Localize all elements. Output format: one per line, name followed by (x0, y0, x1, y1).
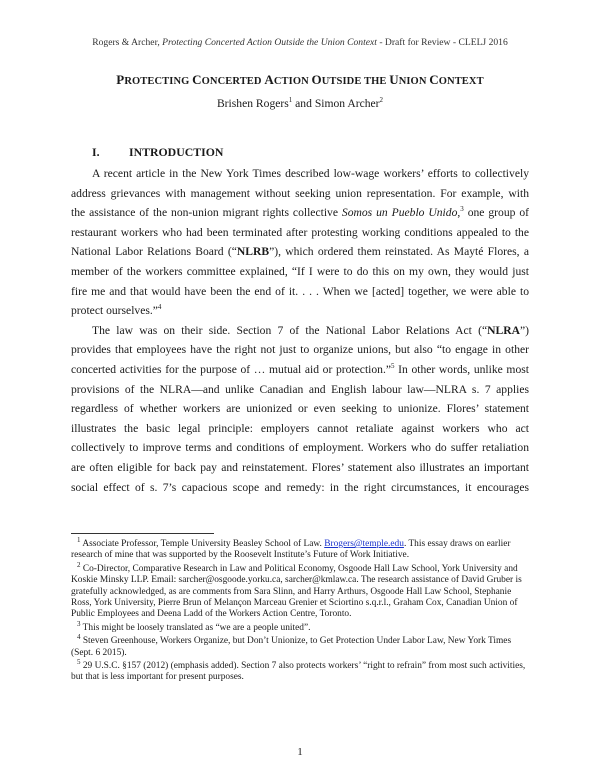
section-number: I. (92, 145, 100, 159)
footnote-2: $^2$ Co-Director, Comparative Research in Law and Political Economy, Osgoode Hall Law School, York University and Koskie Minsky LLP. Email: sarcher@osgoode.yorku.ca, sarcher@kmlaw.ca. The research assistance of David Gruber is gratefully acknowledged, as are comments from Sara Slinn, and Harry Arthurs, Osgoode Hall Law School, Stephanie Ross, York University, Pierre Brun of Melançon Marceau Grenier et Sciortino s.q.r.l., Graham Cox, Canadian Union of Public Employees and Deena Ladd of the Workers Action Centre, Toronto. (71, 560, 522, 620)
text-line: fire me and that would have been the end of it. . . . When we [acted] together, we were able to (71, 284, 529, 298)
text-line: A recent article in the New York Times described low-wage workers’ efforts to collectively (92, 167, 529, 180)
page-number: 1 (297, 746, 303, 758)
paper-title: PROTECTING CONCERTED ACTION OUTSIDE THE UNION CONTEXT (116, 72, 484, 87)
author-archer: Simon Archer (314, 97, 380, 110)
footnotes (71, 535, 531, 686)
footnote-5: $^5$ 29 U.S.C. §157 (2012) (emphasis added). Section 7 also protects workers’ “right to refrain” from most such activities, but that is less important for present purposes. (71, 657, 526, 683)
email-link[interactable]: Brogers@temple.edu (324, 539, 404, 549)
text-line: are often eligible for back pay and reinstatement. Flores’ statement also illustrates an important (71, 460, 529, 474)
paragraph-2 (71, 321, 529, 497)
text-line: restaurant workers who had been terminated after protesting working conditions appealed to the (71, 225, 529, 239)
section-title: INTRODUCTION (129, 145, 224, 159)
footnote-ref-4[interactable]: 4 (157, 303, 162, 312)
footnote-ref-2[interactable]: 2 (379, 96, 384, 105)
footnote-3: $^3$ This might be loosely translated as “we are a people united”. (77, 619, 311, 633)
text-line: collectively to improve terms and conditions of employment. Workers who do suffer retaliation (71, 441, 529, 455)
text-line: provisions of the NLRA—and unlike Canadian and English labour law—NLRA s. 7 applies (71, 382, 529, 396)
author-line: Brishen Rogers$^1$ and Simon Archer$^2$ (216, 96, 384, 110)
text-line: protect ourselves.”$^4$ (71, 303, 162, 318)
text-line: address grievances with management without seeking union representation. For example, with (71, 186, 529, 200)
collective-name: Somos un Pueblo Unido (341, 206, 458, 220)
text-line: provides that employees have the right not just to organize unions, but also “to engage in other (71, 343, 529, 357)
footnote-ref-5[interactable]: 5 (391, 362, 395, 371)
running-header-title: Protecting Concerted Action Outside the Union Context (162, 37, 377, 48)
footnote-ref-1[interactable]: 1 (288, 96, 293, 105)
text-line: the assistance of the non-union migrant rights collective Somos un Pueblo Unido,$^3$ one group of (71, 205, 529, 220)
footnote-separator (71, 533, 214, 534)
text-line: illustrates the basic legal principle: employers cannot retaliate against workers who act (71, 421, 529, 435)
footnote-4: $^4$ Steven Greenhouse, Workers Organize, but Don’t Unionize, to Get Protection Under Labor Law, New York Times (Sept. 6 2015). (71, 633, 512, 658)
text-line: concerted activities for the purpose of … mutual aid or protection.”$^5$ In other words, unlike most (71, 362, 529, 376)
running-header: Rogers & Archer, Protecting Concerted Action Outside the Union Context - Draft for Review - CLELJ 2016 (92, 37, 508, 48)
footnote-1: $^1$ Associate Professor, Temple University Beasley School of Law. Brogers@temple.edu. This essay draws on earlier research of mine that was supported by the Roosevelt Institute’s Future of Work Initiative. (71, 535, 511, 561)
author-rogers: Brishen Rogers (216, 97, 289, 110)
section-heading (92, 145, 223, 160)
text-line: The law was on their side. Section 7 of the National Labor Relations Act (“NLRA”) (92, 323, 529, 337)
text-line: social effect of s. 7’s capacious scope and remedy: in the right circumstances, it encourages (71, 480, 529, 494)
body-text (71, 164, 529, 497)
text-line: member of the workers committee explained, “If I were to do this on my own, they would just (71, 264, 529, 278)
footnote-ref-3[interactable]: 3 (460, 205, 464, 214)
paragraph-1 (71, 164, 529, 321)
text-line: National Labor Relations Board (“NLRB”), which ordered them reinstated. As Mayté Flores, a (71, 245, 529, 259)
text-line: regardless of whether workers are unionized or even seeking to unionize. Flores’ statement (71, 402, 529, 416)
